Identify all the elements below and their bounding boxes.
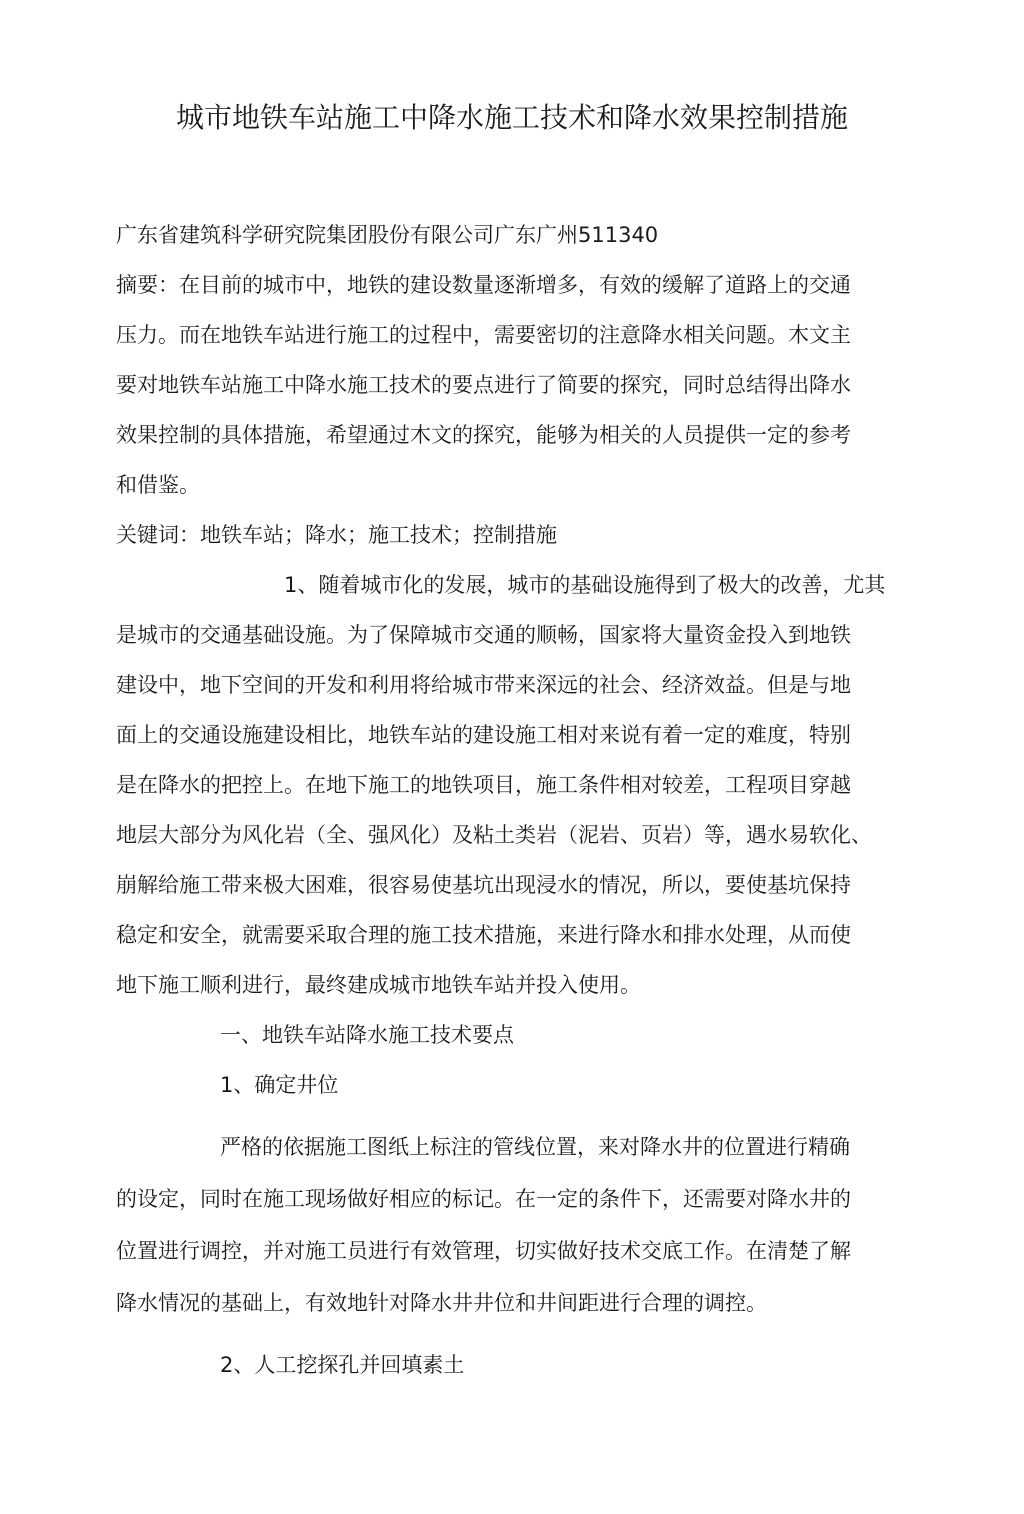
document-title: 城市地铁车站施工中降水施工技术和降水效果控制措施 (175, 101, 848, 134)
text-line: 降水情况的基础上，有效地针对降水井井位和井间距进行合理的调控。 (116, 1291, 767, 1315)
text-line: 压力。而在地铁车站进行施工的过程中，需要密切的注意降水相关问题。木文主 (116, 323, 851, 347)
text-line: 摘要：在目前的城市中，地铁的建设数量逐渐增多，有效的缓解了道路上的交通 (116, 273, 851, 297)
text-line: 建设中，地下空间的开发和利用将给城市带来深远的社会、经济效益。但是与地 (116, 673, 851, 697)
text-line: 广东省建筑科学研究院集团股份有限公司广东广州511340 (116, 223, 659, 247)
text-line: 和借鉴。 (116, 473, 200, 497)
text-line: 严格的依据施工图纸上标注的管线位置，来对降水井的位置进行精确 (220, 1135, 850, 1159)
text-line: 是在降水的把控上。在地下施工的地铁项目，施工条件相对较差，工程项目穿越 (116, 773, 851, 797)
text-line: 效果控制的具体措施，希望通过木文的探究，能够为相关的人员提供一定的参考 (116, 423, 851, 447)
text-line: 地下施工顺利进行，最终建成城市地铁车站并投入使用。 (116, 973, 641, 997)
text-line: 要对地铁车站施工中降水施工技术的要点进行了简要的探究，同时总结得出降水 (116, 373, 851, 397)
text-line: 2、人工挖探孔并回填素土 (220, 1353, 465, 1377)
text-line: 崩解给施工带来极大困难，很容易使基坑出现浸水的情况，所以，要使基坑保持 (116, 873, 851, 897)
text-line: 稳定和安全，就需要采取合理的施工技术措施，来进行降水和排水处理，从而使 (116, 923, 851, 947)
text-line: 面上的交通设施建设相比，地铁车站的建设施工相对来说有着一定的难度，特别 (116, 723, 851, 747)
text-line: 是城市的交通基础设施。为了保障城市交通的顺畅，国家将大量资金投入到地铁 (116, 623, 851, 647)
text-line: 1、确定井位 (220, 1073, 339, 1097)
text-line: 地层大部分为风化岩（全、强风化）及粘土类岩（泥岩、页岩）等，遇水易软化、 (116, 823, 872, 847)
text-line: 的设定，同时在施工现场做好相应的标记。在一定的条件下，还需要对降水井的 (116, 1187, 851, 1211)
text-line: 1、随着城市化的发展，城市的基础设施得到了极大的改善，尤其 (284, 573, 886, 597)
text-line: 位置进行调控，并对施工员进行有效管理，切实做好技术交底工作。在清楚了解 (116, 1239, 851, 1263)
text-line: 一、地铁车站降水施工技术要点 (220, 1023, 514, 1047)
text-line: 关键词：地铁车站；降水；施工技术；控制措施 (116, 523, 557, 547)
